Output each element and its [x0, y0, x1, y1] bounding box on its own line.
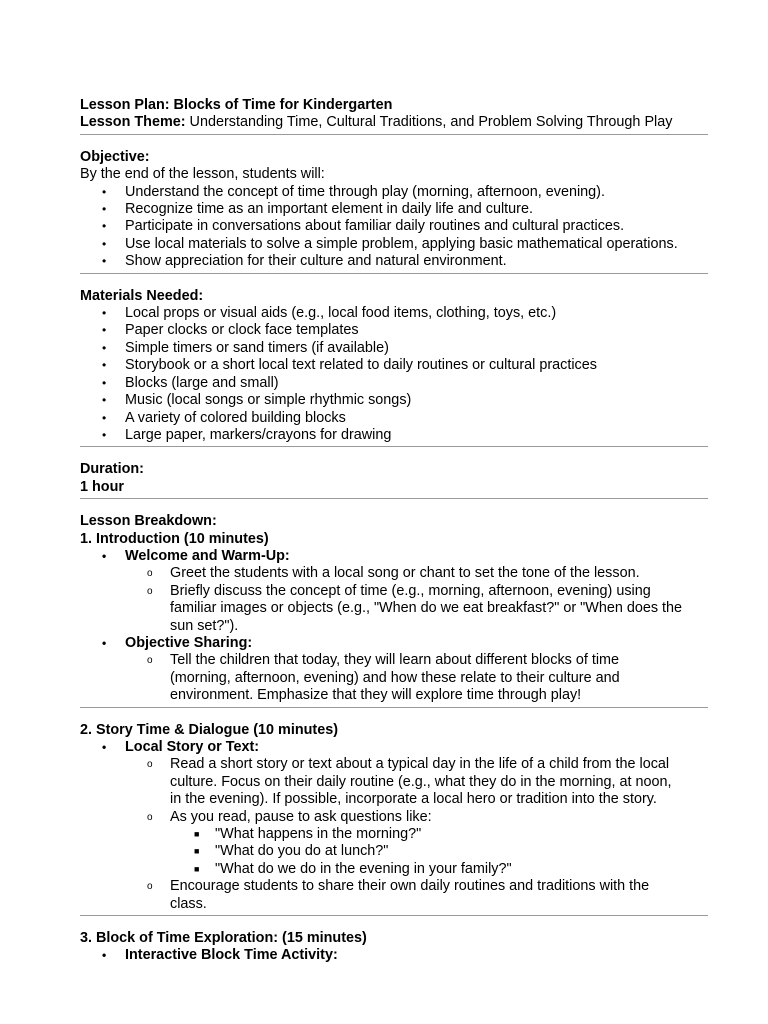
- list-item: • Use local materials to solve a simple problem, applying basic mathematical operations.: [102, 235, 678, 252]
- circle-bullet-icon: o: [147, 655, 153, 667]
- bullet-icon: •: [102, 340, 107, 355]
- list-item: o Briefly discuss the concept of time (e.g., morning, afternoon, evening) using: [147, 582, 651, 599]
- story-time-heading: 2. Story Time & Dialogue (10 minutes): [80, 721, 339, 738]
- list-item: • Interactive Block Time Activity:: [102, 947, 338, 964]
- list-item: ■ "What do you do at lunch?": [194, 843, 389, 860]
- bullet-icon: •: [102, 427, 107, 442]
- list-item: • Large paper, markers/crayons for drawing: [102, 426, 392, 443]
- duration-heading: Duration:: [80, 461, 144, 478]
- list-item: • Participate in conversations about familiar daily routines and cultural practices.: [102, 218, 625, 235]
- bullet-icon: •: [102, 306, 107, 321]
- list-item: • Show appreciation for their culture and natural environment.: [102, 253, 507, 270]
- list-item-continuation: in the evening). If possible, incorporate a local hero or tradition into the story.: [170, 791, 657, 808]
- list-item-continuation: environment. Emphasize that they will explore time through play!: [170, 687, 582, 704]
- list-item-continuation: (morning, afternoon, evening) and how these relate to their culture and: [170, 669, 620, 686]
- list-item: o Greet the students with a local song or chant to set the tone of the lesson.: [147, 565, 640, 582]
- circle-bullet-icon: o: [147, 568, 153, 580]
- materials-heading: Materials Needed:: [80, 287, 204, 304]
- circle-bullet-icon: o: [147, 811, 153, 823]
- list-item: • Welcome and Warm-Up:: [102, 547, 290, 564]
- circle-bullet-icon: o: [147, 881, 153, 893]
- circle-bullet-icon: o: [147, 759, 153, 771]
- lesson-plan-content: [80, 97, 708, 965]
- bullet-icon: •: [102, 202, 107, 217]
- list-item: • Local Story or Text:: [102, 739, 260, 755]
- list-item: • Simple timers or sand timers (if available): [102, 339, 389, 356]
- list-item: • Recognize time as an important element in daily life and culture.: [102, 201, 533, 218]
- list-item: • Blocks (large and small): [102, 374, 279, 391]
- lesson-theme-label: Lesson Theme:: [80, 114, 186, 131]
- block-time-heading: 3. Block of Time Exploration: (15 minutes): [80, 930, 367, 947]
- bullet-icon: •: [102, 375, 107, 390]
- objective-heading: Objective:: [80, 148, 150, 165]
- bullet-icon: •: [102, 236, 107, 251]
- list-item: o Encourage students to share their own daily routines and traditions with the: [147, 878, 650, 895]
- bullet-icon: •: [102, 635, 107, 650]
- lesson-theme-text: Understanding Time, Cultural Traditions, and Problem Solving Through Play: [185, 114, 673, 131]
- list-item: • Paper clocks or clock face templates: [102, 322, 359, 339]
- bullet-icon: •: [102, 410, 107, 425]
- duration-value: 1 hour: [80, 478, 124, 495]
- list-item: • Local props or visual aids (e.g., local food items, clothing, toys, etc.): [102, 305, 557, 322]
- list-item: o Tell the children that today, they will learn about different blocks of time: [147, 652, 620, 669]
- list-item: • A variety of colored building blocks: [102, 409, 346, 426]
- bullet-icon: •: [102, 323, 107, 338]
- objective-intro: By the end of the lesson, students will:: [80, 166, 325, 183]
- list-item: • Storybook or a short local text related to daily routines or cultural practices: [102, 357, 597, 374]
- list-item: o As you read, pause to ask questions like:: [147, 808, 432, 825]
- bullet-icon: •: [102, 358, 107, 373]
- square-bullet-icon: ■: [194, 829, 200, 840]
- square-bullet-icon: ■: [194, 846, 200, 857]
- list-item-continuation: familiar images or objects (e.g., "When do we eat breakfast?" or "When does the: [170, 600, 683, 617]
- bullet-icon: •: [102, 393, 107, 408]
- square-bullet-icon: ■: [194, 863, 200, 874]
- document-title: Lesson Plan: Blocks of Time for Kindergarten: [80, 97, 393, 113]
- bullet-icon: •: [102, 254, 107, 269]
- bullet-icon: •: [102, 184, 107, 199]
- list-item: ■ "What happens in the morning?": [194, 826, 422, 843]
- list-item: o Read a short story or text about a typical day in the life of a child from the local: [147, 756, 670, 773]
- lesson-theme: [80, 114, 708, 131]
- introduction-heading: 1. Introduction (10 minutes): [80, 530, 269, 547]
- list-item-continuation: culture. Focus on their daily routine (e.g., what they do in the morning, at noon,: [170, 773, 672, 790]
- list-item-continuation: class.: [170, 895, 207, 912]
- circle-bullet-icon: o: [147, 585, 153, 597]
- list-item-continuation: sun set?").: [170, 617, 239, 634]
- bullet-icon: •: [102, 548, 107, 563]
- bullet-icon: •: [102, 740, 107, 754]
- bullet-icon: •: [102, 219, 107, 234]
- list-item: • Music (local songs or simple rhythmic songs): [102, 392, 412, 409]
- list-item: • Objective Sharing:: [102, 634, 253, 651]
- list-item: • Understand the concept of time through play (morning, afternoon, evening).: [102, 183, 605, 200]
- bullet-icon: •: [102, 948, 107, 963]
- breakdown-heading: Lesson Breakdown:: [80, 513, 217, 530]
- list-item: ■ "What do we do in the evening in your family?": [194, 860, 512, 877]
